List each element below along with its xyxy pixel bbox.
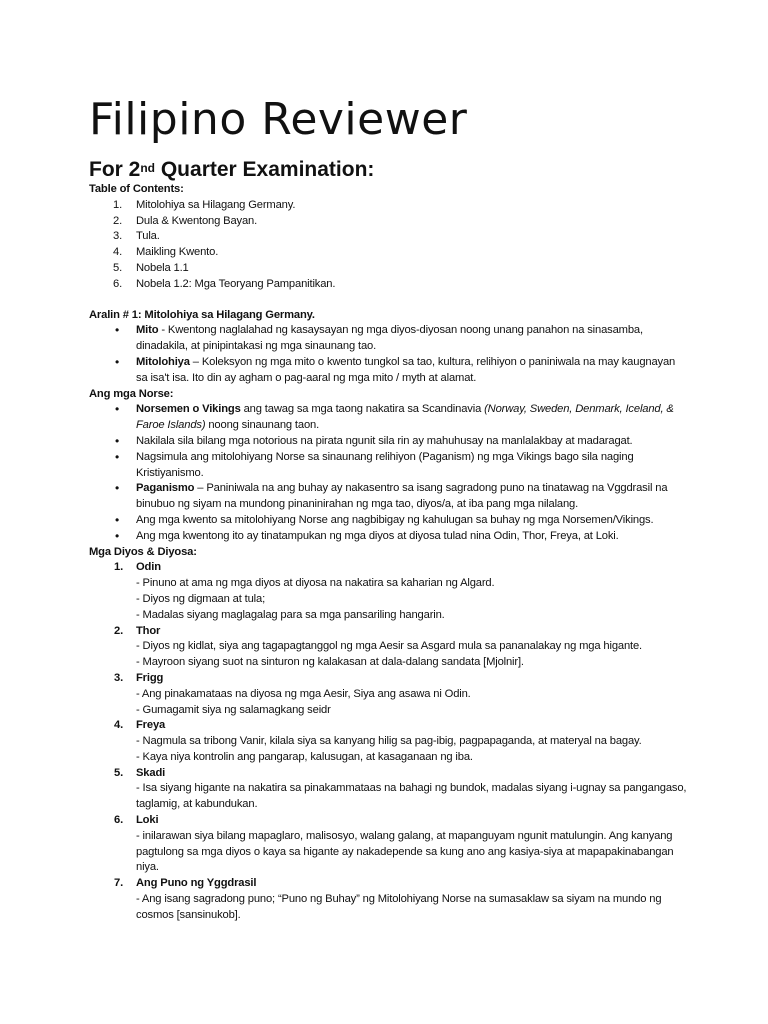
bullet-item [89,529,689,545]
god-number: 3. [114,671,124,684]
definition-text: – Koleksyon ng mga mito o kwento tungkol sa tao, kultura, relihiyon o paniniwala na may kaugnayan sa isa't isa. Ito din ay agham o pag-aaral ng mga mito / myth at alamat. [136,355,676,384]
toc-number: 5. [113,261,123,274]
god-item [89,560,689,623]
bullet-text: – Paniniwala na ang buhay ay nakasentro sa isang sagradong puno na tinatawag na Vggdrasil na binubuo ng siyam na mundong pinaninirahan ng mga tao, diyos/a, at iba pang mga nilalang. [136,482,668,511]
god-name: Freya [136,719,166,732]
god-description: - inilarawan siya bilang mapaglaro, malisosyo, walang galang, at mapanguyam ngunit matulungin. Ang kanyang pagtulong sa mga diyos o kaya sa higante ay nakadepende sa kung ano ang kasiya-siya at mapapakinabangan niya. [136,829,674,874]
god-number: 5. [114,766,124,779]
bullet-item [89,355,689,387]
god-name: Loki [136,814,159,827]
toc-label: Dula & Kwentong Bayan. [136,214,258,227]
document-body [89,182,689,924]
god-description: - Ang pinakamataas na diyosa ng mga Aesir, Siya ang asawa ni Odin. [136,687,471,700]
subtitle-superscript: nd [140,161,156,175]
god-item [89,718,689,765]
toc-number: 6. [113,277,123,290]
term-paganismo: Paganismo [136,482,195,495]
norse-bullets [89,402,689,544]
toc-heading: Table of Contents: [89,183,184,195]
norse-heading: Ang mga Norse: [89,387,174,400]
god-description: - Ang isang sagradong puno; “Puno ng Buhay” ng Mitolohiyang Norse na sumasaklaw sa siyam na mundo ng cosmos [sansinukob]. [136,893,662,921]
god-description: - Kaya niya kontrolin ang pangarap, kalusugan, at kasaganaan ng iba. [136,750,473,763]
god-description: - Diyos ng kidlat, siya ang tagapagtanggol ng mga Aesir sa Asgard mula sa pananalakay ng mga higante. [136,640,643,653]
god-number: 1. [114,561,124,574]
god-number: 7. [114,877,124,890]
subtitle-suffix: Quarter Examination: [155,158,375,181]
toc-item [89,214,689,230]
god-item [89,624,689,671]
toc-number: 3. [113,230,123,243]
subtitle-prefix: For 2 [89,158,141,181]
page-title: Filipino Reviewer [89,94,468,145]
bullet-text: Nagsimula ang mitolohiyang Norse sa sinaunang relihiyon (Paganism) ng mga Vikings bago sila naging Kristiyanismo. [136,450,634,479]
god-description: - Nagmula sa tribong Vanir, kilala siya sa kanyang hilig sa pag-ibig, pagpapaganda, at materyal na bagay. [136,735,642,748]
bullet-text: noong sinaunang taon. [205,419,320,432]
toc-number: 1. [113,198,123,211]
aralin-bullets [89,323,689,386]
god-name: Frigg [136,671,164,684]
god-item [89,766,689,813]
god-number: 6. [114,814,124,827]
gods-list [89,560,689,923]
term-mito: Mito [136,324,159,337]
god-item [89,671,689,718]
bullet-italic-text: (Norway, Sweden, Denmark, Iceland, & Faroe Islands) [136,403,674,432]
god-name: Ang Puno ng Yggdrasil [136,877,257,890]
bullet-text: Ang mga kwentong ito ay tinatampukan ng mga diyos at diyosa tulad nina Odin, Thor, Freya, at Loki. [136,529,619,542]
toc-item [89,261,689,277]
toc-item [89,198,689,214]
god-name: Skadi [136,766,166,779]
god-description: - Gumagamit siya ng salamagkang seidr [136,703,331,716]
term-mitolohiya: Mitolohiya [136,355,190,368]
bullet-item [89,402,689,434]
bullet-item [89,450,689,482]
god-description: - Isa siyang higante na nakatira sa pinakammataas na bahagi ng bundok, madalas siyang i-ugnay sa pangangaso, taglamig, at kabundukan. [136,782,687,811]
toc-item [89,245,689,261]
toc-item [89,229,689,245]
aralin-heading: Aralin # 1: Mitolohiya sa Hilagang Germany. [89,308,315,321]
page-subtitle [89,156,374,184]
toc-number: 4. [113,246,123,259]
god-number: 4. [114,719,124,732]
bullet-item [89,434,689,450]
toc-label: Mitolohiya sa Hilagang Germany. [136,198,296,211]
toc-list [89,198,689,293]
god-number: 2. [114,624,124,637]
toc-item [89,277,689,293]
god-description: - Mayroon siyang suot na sinturon ng kalakasan at dala-dalang sandata [Mjolnir]. [136,656,524,669]
bullet-item [89,481,689,513]
god-name: Odin [136,561,161,574]
god-item [89,876,689,923]
toc-label: Maikling Kwento. [136,246,219,259]
toc-label: Tula. [136,230,160,243]
god-description: - Pinuno at ama ng mga diyos at diyosa na nakatira sa kaharian ng Algard. [136,577,495,590]
toc-label: Nobela 1.2: Mga Teoryang Pampanitikan. [136,277,336,290]
term-norsemen: Norsemen o Vikings [136,403,241,416]
toc-number: 2. [113,214,123,227]
definition-text: - Kwentong naglalahad ng kasaysayan ng mga diyos-diyosan noong unang panahon na sinasamba, dinadakila, at pinipintakasi ng mga sinaunang tao. [136,324,643,353]
gods-heading: Mga Diyos & Diyosa: [89,545,197,558]
god-description: - Madalas siyang maglagalag para sa mga pansariling hangarin. [136,608,445,621]
bullet-item [89,513,689,529]
god-name: Thor [136,624,161,637]
bullet-text: Ang mga kwento sa mitolohiyang Norse ang nagbibigay ng kahulugan sa buhay ng mga Norsemen/Vikings. [136,513,654,526]
bullet-item [89,323,689,355]
bullet-text: Nakilala sila bilang mga notorious na pirata ngunit sila rin ay mahuhusay na manlalakbay at madaragat. [136,434,633,447]
god-item [89,813,689,876]
toc-label: Nobela 1.1 [136,261,189,274]
bullet-text: ang tawag sa mga taong nakatira sa Scandinavia [240,403,485,416]
god-description: - Diyos ng digmaan at tula; [136,592,266,605]
